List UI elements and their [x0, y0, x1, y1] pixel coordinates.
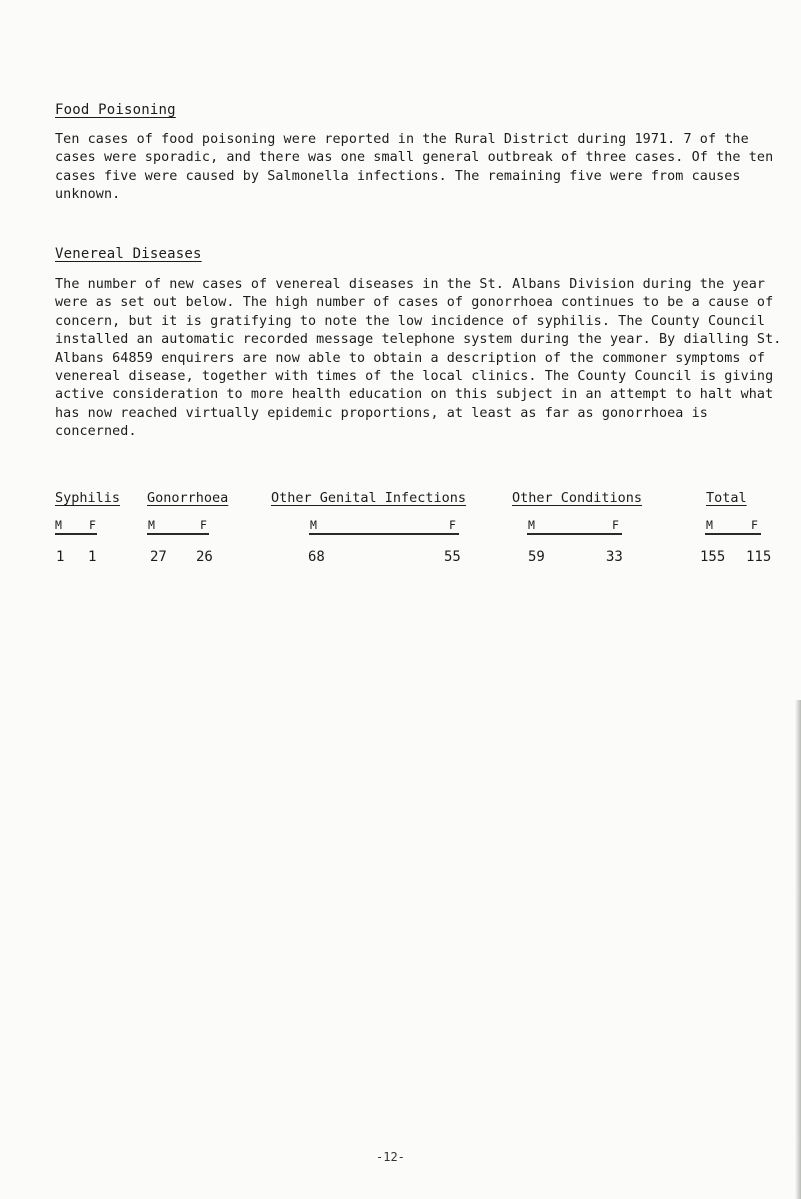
- col-header-other-genital-infections: Other Genital Infections: [271, 490, 467, 506]
- scan-edge-shadow: [795, 700, 801, 1199]
- genital-m-label: M: [310, 518, 317, 532]
- syphilis-f-label: F: [89, 518, 96, 532]
- gonorrhoea-f-label: F: [200, 518, 207, 532]
- total-f-value: 115: [746, 549, 772, 565]
- conditions-f-label: F: [612, 518, 619, 532]
- col-header-gonorrhoea: Gonorrhoea: [147, 490, 229, 506]
- col-header-other-conditions: Other Conditions: [512, 490, 643, 506]
- food-poisoning-paragraph: Ten cases of food poisoning were reported in the Rural District during 1971. 7 of the cases were sporadic, and there was one small general outbreak of three cases. Of the ten cases five were caused by Salmonella infections. The remaining five were from causes unknown.: [55, 132, 774, 203]
- total-m-label: M: [706, 518, 713, 532]
- col-header-syphilis: Syphilis: [55, 490, 121, 506]
- genital-sub-underline: [309, 533, 459, 535]
- conditions-sub-underline: [527, 533, 622, 535]
- gonorrhoea-m-label: M: [148, 518, 155, 532]
- col-header-total: Total: [706, 490, 747, 506]
- syphilis-sub-underline: [55, 533, 97, 535]
- venereal-diseases-heading: Venereal Diseases: [55, 246, 202, 262]
- conditions-m-value: 59: [528, 549, 545, 565]
- conditions-m-label: M: [528, 518, 535, 532]
- genital-f-label: F: [449, 518, 456, 532]
- syphilis-f-value: 1: [88, 549, 97, 565]
- page-number: -12-: [376, 1150, 405, 1164]
- gonorrhoea-m-value: 27: [150, 549, 167, 565]
- genital-f-value: 55: [444, 549, 461, 565]
- genital-m-value: 68: [308, 549, 325, 565]
- gonorrhoea-f-value: 26: [196, 549, 213, 565]
- syphilis-m-value: 1: [56, 549, 65, 565]
- total-sub-underline: [705, 533, 761, 535]
- total-m-value: 155: [700, 549, 726, 565]
- syphilis-m-label: M: [55, 518, 62, 532]
- venereal-diseases-paragraph: The number of new cases of venereal diseases in the St. Albans Division during the year were as set out below. The high number of cases of gonorrhoea continues to be a cause of concern, but it is gratifying to note the low incidence of syphilis. The County Council installed an automatic recorded message telephone system during the year. By dialling St. Albans 64859 enquirers are now able to obtain a description of the commoner symptoms of venereal disease, together with times of the local clinics. The County Council is giving active consideration to more health education on this subject in an attempt to halt what has now reached virtually epidemic proportions, at least as far as gonorrhoea is concerned.: [55, 277, 782, 440]
- food-poisoning-heading: Food Poisoning: [55, 102, 176, 118]
- total-f-label: F: [751, 518, 758, 532]
- gonorrhoea-sub-underline: [147, 533, 209, 535]
- conditions-f-value: 33: [606, 549, 623, 565]
